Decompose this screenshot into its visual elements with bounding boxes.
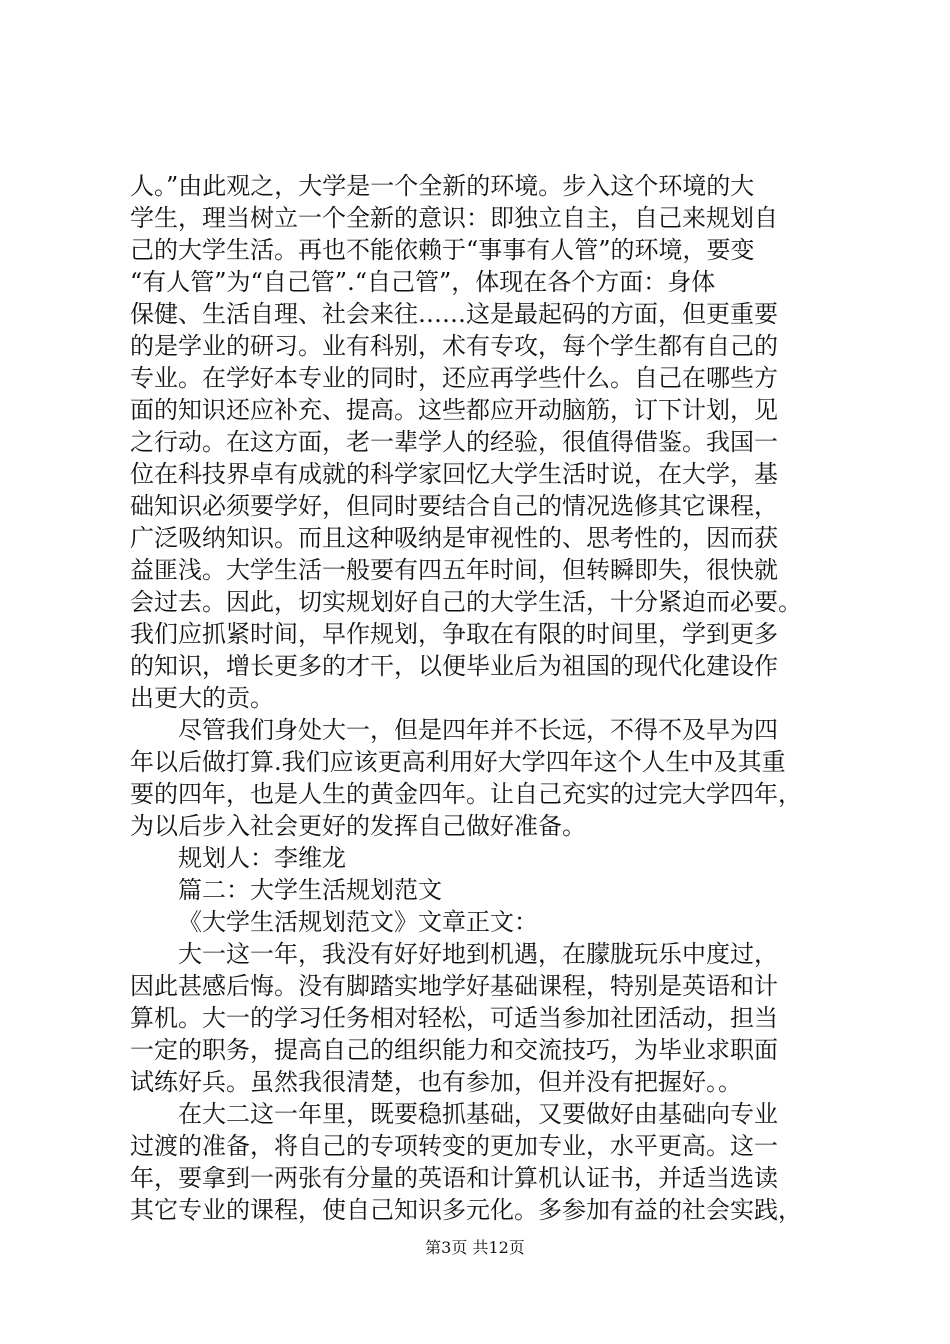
text-line: 学生，理当树立一个全新的意识：即独立自主，自己来规划自 bbox=[130, 204, 778, 232]
text-line: 会过去。因此，切实规划好自己的大学生活，十分紧迫而必要。 bbox=[130, 588, 802, 616]
text-line: 保健、生活自理、社会来往……这是最起码的方面，但更重要 bbox=[130, 300, 778, 328]
document-body bbox=[130, 170, 830, 1226]
text-line: 年，要拿到一两张有分量的英语和计算机认证书，并适当选读 bbox=[130, 1164, 778, 1192]
text-line: 专业。在学好本专业的同时，还应再学些什么。自己在哪些方 bbox=[130, 364, 778, 392]
text-line: 己的大学生活。再也不能依赖于“事事有人管”的环境，要变 bbox=[130, 236, 755, 264]
text-line: 益匪浅。大学生活一般要有四五年时间，但转瞬即失，很快就 bbox=[130, 556, 778, 584]
text-line: 要的四年，也是人生的黄金四年。让自己充实的过完大学四年， bbox=[130, 780, 802, 808]
text-line: 篇二：大学生活规划范文 bbox=[178, 876, 442, 904]
text-line: 广泛吸纳知识。而且这种吸纳是审视性的、思考性的，因而获 bbox=[130, 524, 778, 552]
text-line: 《大学生活规划范文》文章正文： bbox=[178, 908, 538, 936]
text-line: 的是学业的研习。业有科别，术有专攻，每个学生都有自己的 bbox=[130, 332, 778, 360]
text-line: 础知识必须要学好，但同时要结合自己的情况选修其它课程， bbox=[130, 492, 778, 520]
text-line: 在大二这一年里，既要稳抓基础，又要做好由基础向专业 bbox=[178, 1100, 778, 1128]
text-line: 规划人：李维龙 bbox=[178, 844, 346, 872]
text-line: 一定的职务，提高自己的组织能力和交流技巧，为毕业求职面 bbox=[130, 1036, 778, 1064]
text-line: 过渡的准备，将自己的专项转变的更加专业，水平更高。这一 bbox=[130, 1132, 778, 1160]
page-number-footer: 第3页 共12页 bbox=[425, 1238, 525, 1257]
text-line: 出更大的贡。 bbox=[130, 684, 274, 712]
text-line: 为以后步入社会更好的发挥自己做好准备。 bbox=[130, 812, 586, 840]
text-line: 年以后做打算.我们应该更高利用好大学四年这个人生中及其重 bbox=[130, 748, 786, 776]
text-line: 的知识，增长更多的才干，以便毕业后为祖国的现代化建设作 bbox=[130, 652, 778, 680]
text-line: 我们应抓紧时间，早作规划，争取在有限的时间里，学到更多 bbox=[130, 620, 778, 648]
text-line: 位在科技界卓有成就的科学家回忆大学生活时说，在大学，基 bbox=[130, 460, 778, 488]
text-line: 试练好兵。虽然我很清楚，也有参加，但并没有把握好。。 bbox=[130, 1068, 742, 1096]
text-line: 尽管我们身处大一，但是四年并不长远，不得不及早为四 bbox=[178, 716, 778, 744]
text-line: 面的知识还应补充、提高。这些都应开动脑筋，订下计划，见 bbox=[130, 396, 778, 424]
text-line: 其它专业的课程，使自己知识多元化。多参加有益的社会实践， bbox=[130, 1196, 802, 1224]
text-line: 人。”由此观之，大学是一个全新的环境。步入这个环境的大 bbox=[130, 172, 755, 200]
text-line: 之行动。在这方面，老一辈学人的经验，很值得借鉴。我国一 bbox=[130, 428, 778, 456]
text-line: 大一这一年，我没有好好地到机遇，在朦胧玩乐中度过， bbox=[178, 940, 778, 968]
text-line: 因此甚感后悔。没有脚踏实地学好基础课程，特别是英语和计 bbox=[130, 972, 778, 1000]
text-line: 算机。大一的学习任务相对轻松，可适当参加社团活动，担当 bbox=[130, 1004, 778, 1032]
text-line: “有人管”为“自己管”.“自己管”，体现在各个方面：身体 bbox=[130, 268, 716, 296]
